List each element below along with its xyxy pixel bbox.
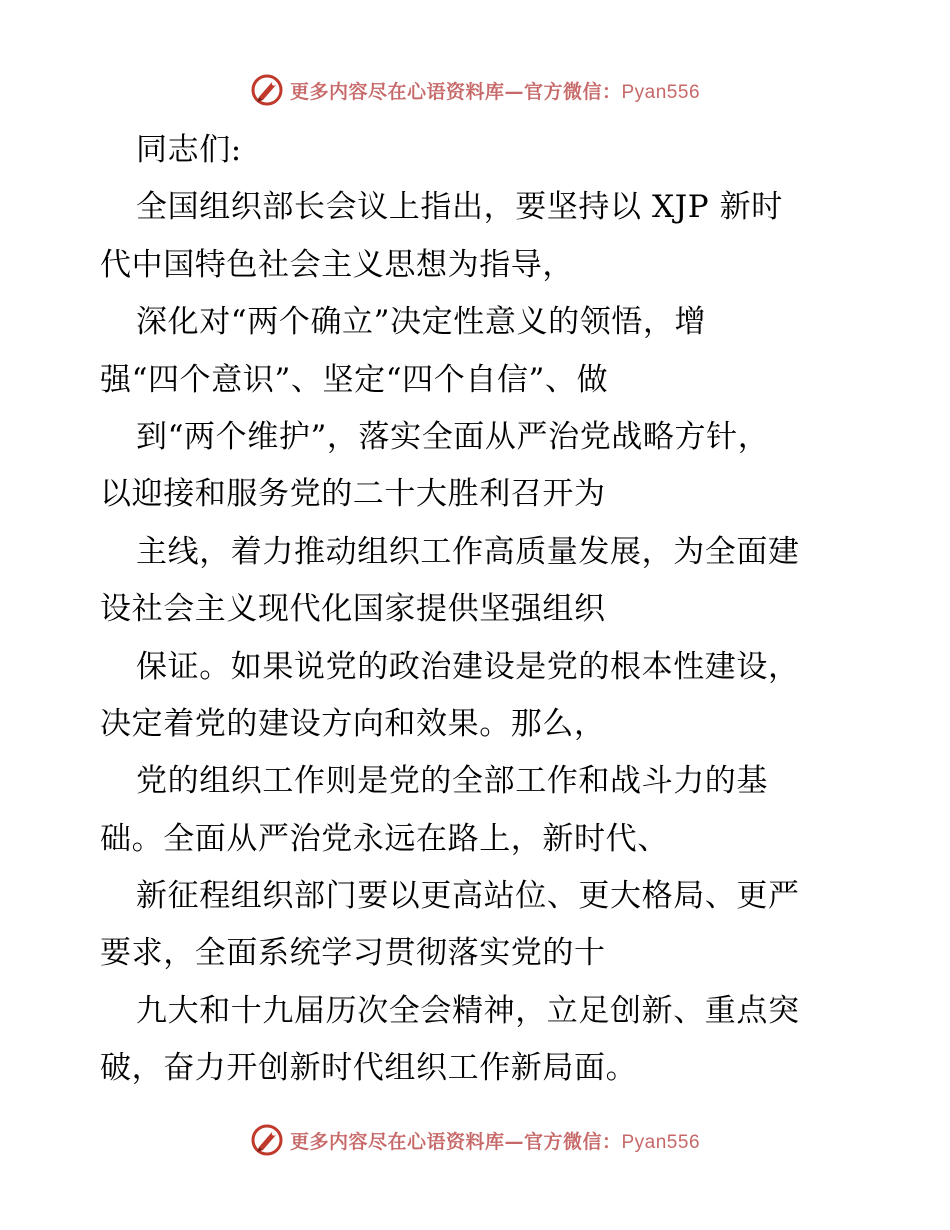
body-line: 保证。如果说党的政治建设是党的根本性建设， — [136, 648, 800, 685]
body-line: 到“两个维护”，落实全面从严治党战略方针， — [136, 418, 770, 455]
body-line: 深化对“两个确立”决定性意义的领悟，增 — [136, 304, 707, 341]
pen-logo-icon — [250, 1123, 284, 1157]
body-line: 党的组织工作则是党的全部工作和战斗力的基 — [136, 763, 768, 800]
body-line: 以迎接和服务党的二十大胜利召开为 — [100, 476, 606, 513]
body-line: 代中国特色社会主义思想为指导， — [100, 246, 574, 283]
watermark-account: Pyan556 — [621, 81, 701, 103]
body-line: 设社会主义现代化国家提供坚强组织 — [100, 591, 606, 628]
pen-logo-icon — [250, 73, 284, 107]
watermark-text: 更多内容尽在心语资料库—官方微信： — [289, 1130, 622, 1153]
body-line: 九大和十九届历次全会精神，立足创新、重点突 — [136, 992, 800, 1029]
body-line: 决定着党的建设方向和效果。那么， — [100, 705, 606, 742]
watermark-account: Pyan556 — [621, 1131, 701, 1153]
body-line: 强“四个意识”、坚定“四个自信”、做 — [100, 361, 609, 398]
document-body — [100, 122, 860, 1098]
body-line: 同志们: — [136, 132, 242, 168]
body-line: 破，奋力开创新时代组织工作新局面。 — [100, 1050, 638, 1087]
footer-watermark — [0, 1120, 950, 1160]
watermark-text: 更多内容尽在心语资料库—官方微信： — [289, 80, 622, 103]
body-line: 要求，全面系统学习贯彻落实党的十 — [100, 935, 606, 972]
header-watermark — [0, 70, 950, 110]
body-line: 础。全面从严治党永远在路上，新时代、 — [100, 820, 669, 857]
body-line: 全国组织部长会议上指出，要坚持以 XJP 新时 — [136, 189, 783, 226]
body-line: 主线，着力推动组织工作高质量发展，为全面建 — [136, 533, 800, 570]
body-line: 新征程组织部门要以更高站位、更大格局、更严 — [136, 878, 800, 915]
